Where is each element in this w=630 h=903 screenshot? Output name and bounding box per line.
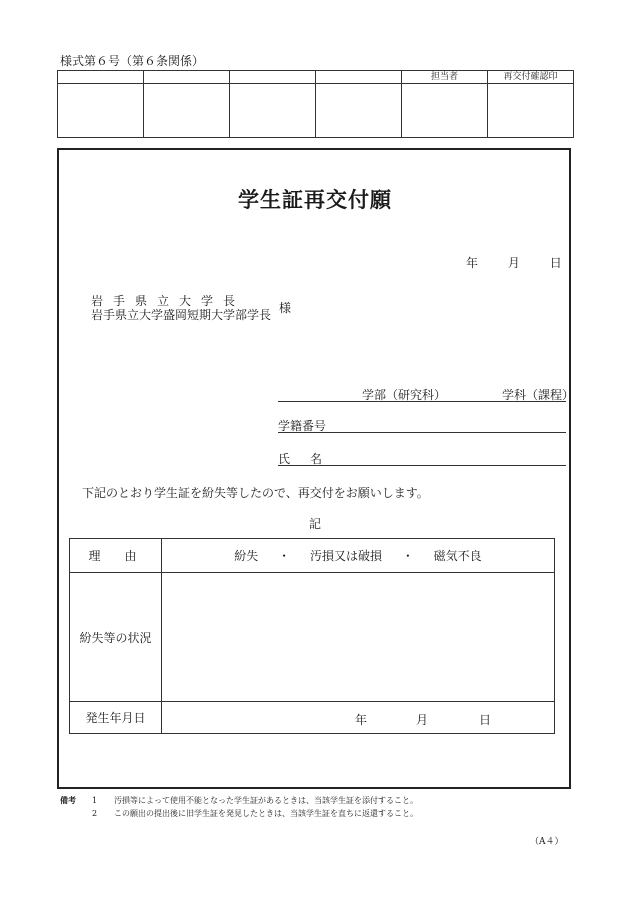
stamp-cell-2[interactable] bbox=[144, 84, 230, 138]
stamp-header-staff: 担当者 bbox=[402, 71, 488, 84]
addressee-university-president: 岩手県立大学長 bbox=[91, 294, 246, 308]
note-1 bbox=[60, 794, 418, 807]
note-1-number: 1 bbox=[92, 796, 98, 805]
reason-options[interactable] bbox=[162, 539, 555, 573]
reason-magnetic-failure[interactable]: 磁気不良 bbox=[433, 549, 482, 563]
faculty-label: 学部（研究科） bbox=[362, 388, 447, 402]
detail-table bbox=[69, 538, 555, 734]
situation-label: 紛失等の状況 bbox=[70, 573, 162, 702]
occurrence-year: 年 bbox=[355, 713, 368, 727]
addressee-honorific: 様 bbox=[279, 301, 292, 315]
form-number: 様式第６号（第６条関係） bbox=[60, 54, 205, 68]
note-2-number: 2 bbox=[92, 809, 98, 818]
stamp-header-2 bbox=[144, 71, 230, 84]
date-year: 年 bbox=[466, 256, 479, 270]
stamp-cell-1[interactable] bbox=[58, 84, 144, 138]
date-day: 日 bbox=[549, 256, 562, 270]
occurrence-date-label: 発生年月日 bbox=[70, 702, 162, 734]
note-1-text: 汚損等によって使用不能となった学生証があるときは、当該学生証を添付すること。 bbox=[114, 796, 418, 805]
occurrence-date-field[interactable] bbox=[162, 702, 555, 734]
name-label: 氏名 bbox=[278, 452, 343, 466]
document-title: 学生証再交付願 bbox=[238, 187, 392, 212]
situation-field[interactable] bbox=[162, 573, 555, 702]
stamp-header-4 bbox=[316, 71, 402, 84]
occurrence-month: 月 bbox=[416, 713, 429, 727]
stamp-cell-staff[interactable] bbox=[402, 84, 488, 138]
stamp-header-3 bbox=[230, 71, 316, 84]
stamp-cell-4[interactable] bbox=[316, 84, 402, 138]
notes-heading: 備考 bbox=[60, 795, 76, 805]
notes bbox=[60, 794, 418, 820]
reason-sep-1: ・ bbox=[278, 549, 291, 563]
reason-sep-2: ・ bbox=[401, 549, 414, 563]
stamp-cell-3[interactable] bbox=[230, 84, 316, 138]
student-id-label: 学籍番号 bbox=[278, 419, 327, 433]
reason-label: 理 由 bbox=[70, 539, 162, 573]
reason-damaged[interactable]: 汚損又は破損 bbox=[309, 549, 382, 563]
ki-heading: 記 bbox=[308, 517, 321, 531]
date-month: 月 bbox=[507, 256, 520, 270]
stamp-header-reissue-seal: 再交付確認印 bbox=[488, 71, 574, 84]
reason-lost[interactable]: 紛失 bbox=[234, 549, 259, 563]
application-date[interactable] bbox=[466, 254, 562, 271]
stamp-header-1 bbox=[58, 71, 144, 84]
stamp-cell-reissue-seal[interactable] bbox=[488, 84, 574, 138]
paper-size-label: （A４） bbox=[530, 837, 564, 847]
approval-stamp-table bbox=[57, 70, 574, 138]
note-2-text: この願出の提出後に旧学生証を発見したときは、当該学生証を直ちに返還すること。 bbox=[114, 809, 418, 818]
addressee-college-president: 岩手県立大学盛岡短期大学部学長 bbox=[91, 308, 272, 322]
occurrence-day: 日 bbox=[479, 713, 492, 727]
request-statement: 下記のとおり学生証を紛失等したので、再交付をお願いします。 bbox=[82, 486, 429, 500]
department-label: 学科（課程） bbox=[502, 388, 575, 402]
note-2 bbox=[60, 807, 418, 820]
